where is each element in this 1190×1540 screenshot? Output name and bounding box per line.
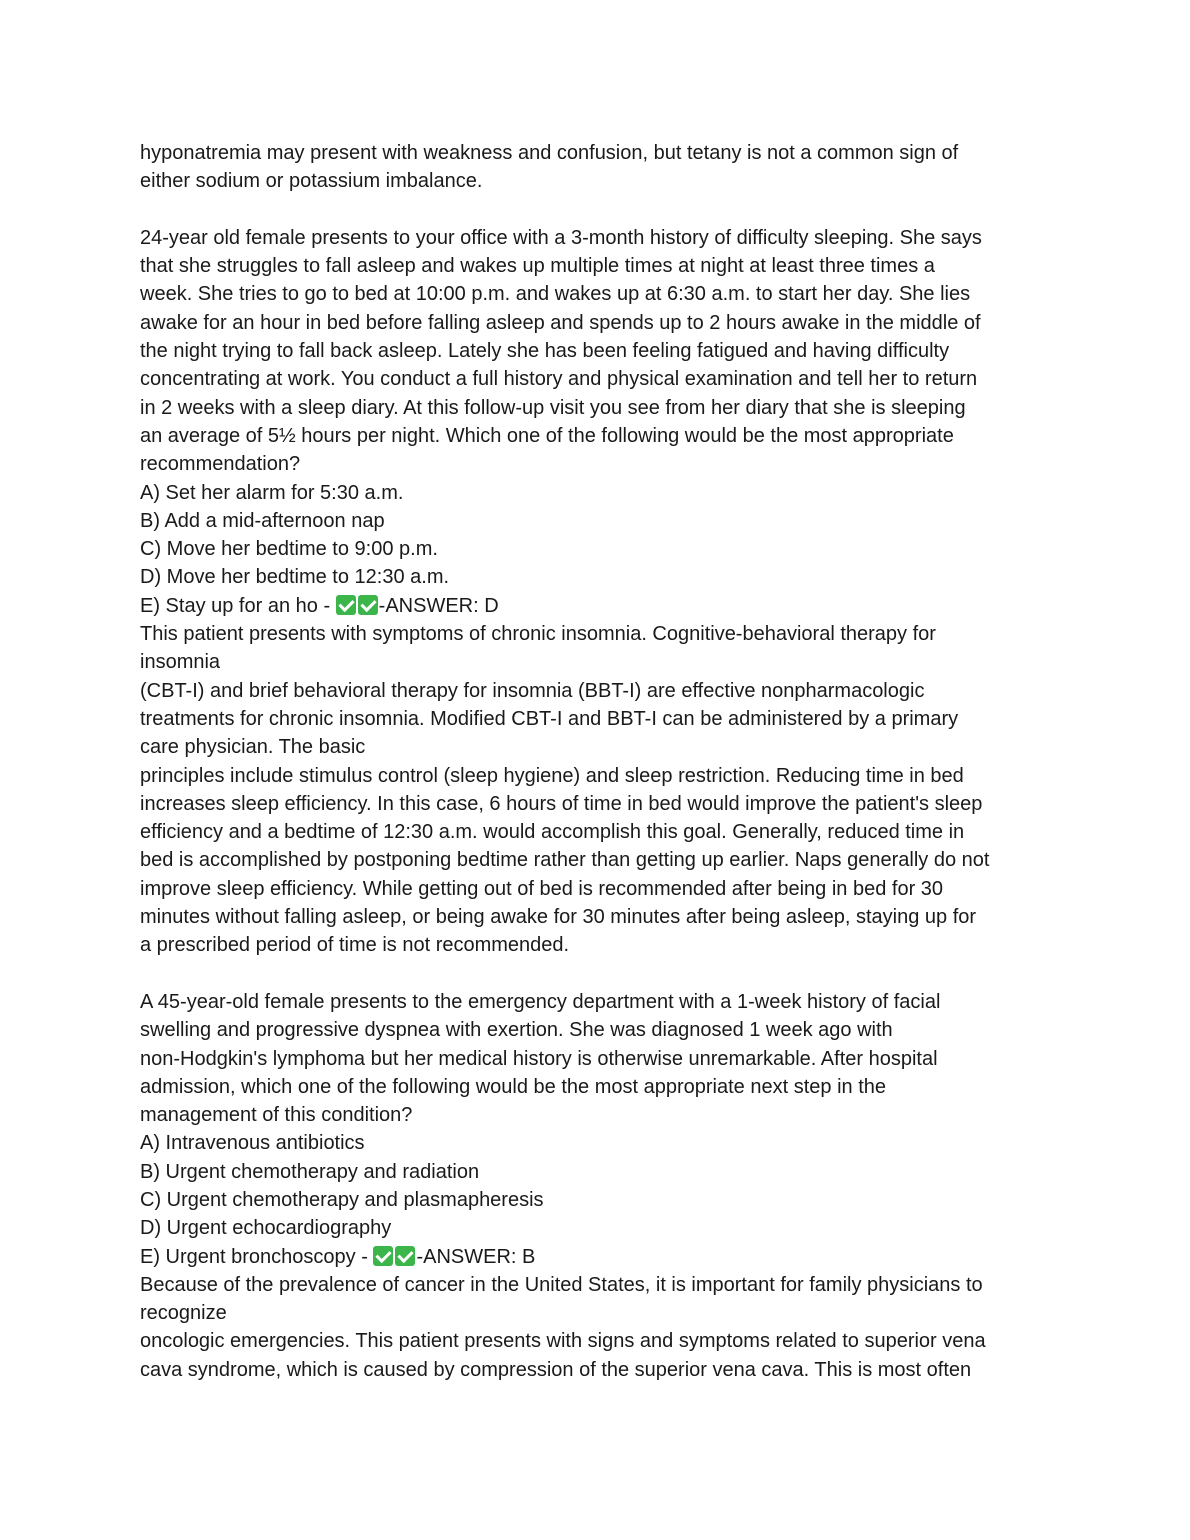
option-d: D) Urgent echocardiography <box>140 1217 392 1240</box>
text-line: efficiency and a bedtime of 12:30 a.m. would accomplish this goal. Generally, reduced time in <box>140 821 965 844</box>
question-2-stem <box>140 988 1055 1129</box>
text-line: hyponatremia may present with weakness and confusion, but tetany is not a common sign of <box>140 142 959 164</box>
text-line: This patient presents with symptoms of chronic insomnia. Cognitive-behavioral therapy for <box>140 623 936 646</box>
question-1-stem <box>140 224 1055 479</box>
option-b: B) Add a mid-afternoon nap <box>140 509 385 532</box>
text-line: concentrating at work. You conduct a full history and physical examination and tell her to return <box>140 368 978 391</box>
question-1 <box>140 224 1055 960</box>
check-mark-icon <box>373 1246 393 1266</box>
text-line: the night trying to fall back asleep. Lately she has been feeling fatigued and having difficulty <box>140 340 950 363</box>
answer-label: -ANSWER: D <box>378 594 499 617</box>
text-line: improve sleep efficiency. While getting out of bed is recommended after being in bed for 30 <box>140 877 944 900</box>
text-line: oncologic emergencies. This patient presents with signs and symptoms related to superior vena <box>140 1330 986 1353</box>
text-line: A 45-year-old female presents to the emergency department with a 1-week history of facial <box>140 990 941 1013</box>
option-a: A) Intravenous antibiotics <box>140 1132 365 1155</box>
answer-label: -ANSWER: B <box>416 1245 536 1268</box>
text-line: bed is accomplished by postponing bedtime rather than getting up earlier. Naps generally do not <box>140 849 990 872</box>
text-line: (CBT-I) and brief behavioral therapy for insomnia (BBT-I) are effective nonpharmacologic <box>140 679 925 702</box>
text-line: minutes without falling asleep, or being awake for 30 minutes after being asleep, staying up for <box>140 906 977 929</box>
question-1-explanation <box>140 620 1055 960</box>
text-line: insomnia <box>140 651 221 674</box>
paragraph-gap <box>140 196 1055 224</box>
text-line: admission, which one of the following would be the most appropriate next step in the <box>140 1075 886 1098</box>
question-2-options <box>140 1129 1055 1270</box>
text-line: cava syndrome, which is caused by compression of the superior vena cava. This is most often <box>140 1358 972 1381</box>
option-d: D) Move her bedtime to 12:30 a.m. <box>140 566 450 589</box>
text-line: 24-year old female presents to your office with a 3-month history of difficulty sleeping. She says <box>140 226 982 249</box>
option-a: A) Set her alarm for 5:30 a.m. <box>140 481 404 504</box>
text-line: non-Hodgkin's lymphoma but her medical history is otherwise unremarkable. After hospital <box>140 1047 938 1070</box>
text-line: principles include stimulus control (sleep hygiene) and sleep restriction. Reducing time in bed <box>140 764 964 787</box>
continuation-paragraph <box>140 139 1055 196</box>
text-line: that she struggles to fall asleep and wakes up multiple times at night at least three times a <box>140 255 935 278</box>
text-line: treatments for chronic insomnia. Modified CBT-I and BBT-I can be administered by a primary <box>140 707 959 730</box>
text-line: recommendation? <box>140 453 301 476</box>
check-mark-icon <box>395 1246 415 1266</box>
question-1-options <box>140 479 1055 620</box>
option-b: B) Urgent chemotherapy and radiation <box>140 1160 480 1183</box>
text-line: swelling and progressive dyspnea with exertion. She was diagnosed 1 week ago with <box>140 1019 893 1042</box>
check-mark-icon <box>358 595 378 615</box>
question-2-explanation <box>140 1271 1055 1384</box>
text-line: care physician. The basic <box>140 736 366 759</box>
text-line: either sodium or potassium imbalance. <box>140 170 483 193</box>
text-line: awake for an hour in bed before falling asleep and spends up to 2 hours awake in the middle of <box>140 311 981 334</box>
text-line: an average of 5½ hours per night. Which one of the following would be the most appropriate <box>140 424 954 447</box>
text-line: recognize <box>140 1302 227 1325</box>
question-2 <box>140 988 1055 1384</box>
option-e: E) Stay up for an ho - <box>140 594 336 617</box>
text-line: week. She tries to go to bed at 10:00 p.m. and wakes up at 6:30 a.m. to start her day. She lies <box>140 283 971 306</box>
text-line: a prescribed period of time is not recommended. <box>140 934 570 957</box>
text-line: increases sleep efficiency. In this case, 6 hours of time in bed would improve the patient's sleep <box>140 792 983 815</box>
text-line: Because of the prevalence of cancer in the United States, it is important for family physicians to <box>140 1273 983 1296</box>
option-e-with-answer <box>140 592 1055 620</box>
text-line: in 2 weeks with a sleep diary. At this follow-up visit you see from her diary that she is sleeping <box>140 396 966 419</box>
option-c: C) Urgent chemotherapy and plasmapheresis <box>140 1188 544 1211</box>
paragraph-gap <box>140 960 1055 988</box>
option-e-with-answer <box>140 1243 1055 1271</box>
option-e: E) Urgent bronchoscopy - <box>140 1245 374 1268</box>
option-c: C) Move her bedtime to 9:00 p.m. <box>140 538 438 561</box>
check-mark-icon <box>336 595 356 615</box>
document-page <box>140 139 1055 1384</box>
text-line: management of this condition? <box>140 1104 413 1127</box>
